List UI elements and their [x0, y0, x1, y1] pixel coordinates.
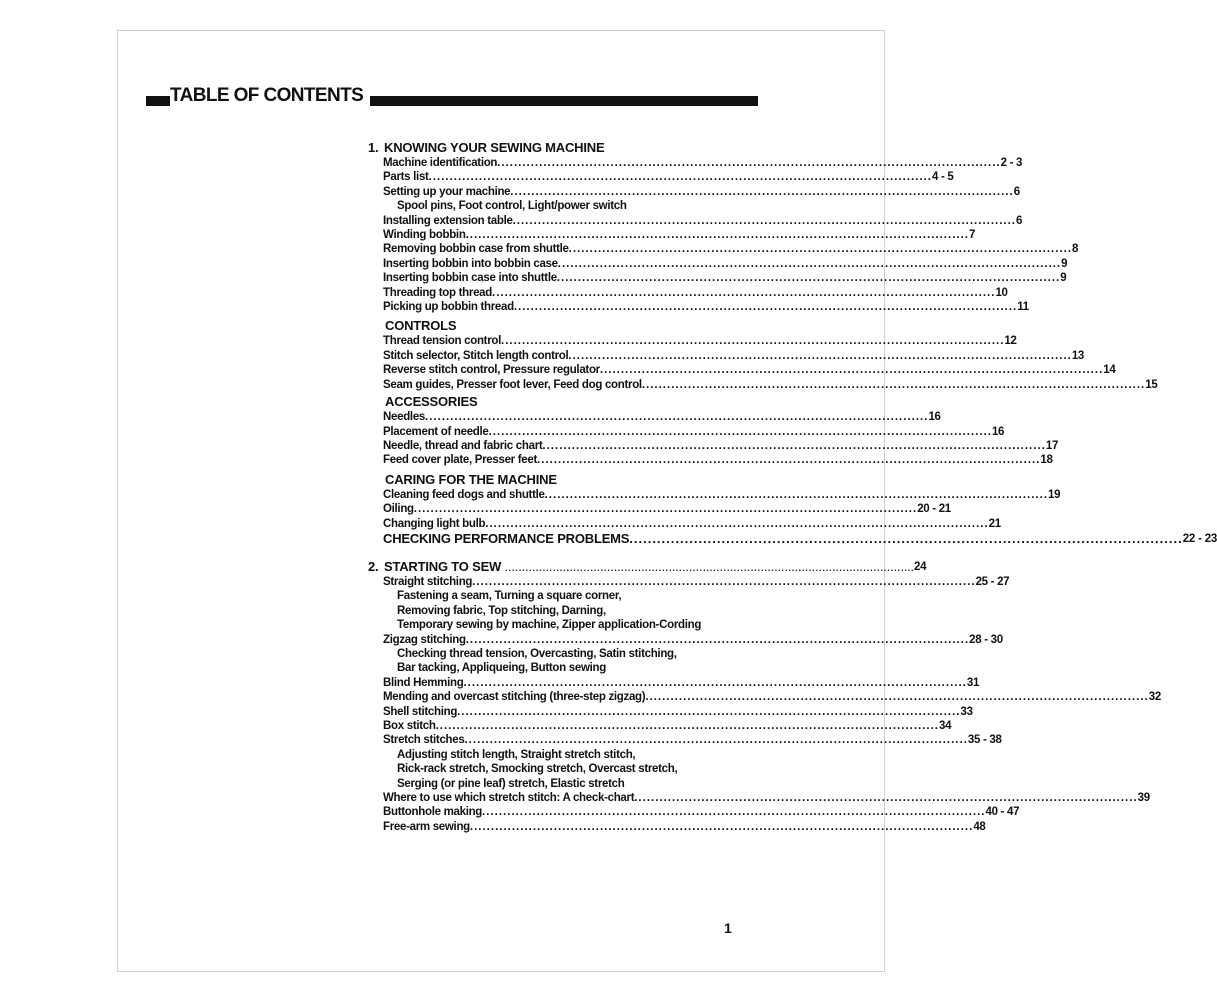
entry-page: 48 [973, 820, 986, 833]
entry-page: 40 - 47 [985, 806, 1020, 819]
entry-subtopics: Rick-rack stretch, Smocking stretch, Overcast stretch, [397, 763, 678, 776]
chapter-title: KNOWING YOUR SEWING MACHINE [384, 140, 605, 155]
entry-page: 12 [1004, 335, 1017, 348]
entry-page: 17 [1045, 439, 1059, 452]
toc-entry [383, 334, 1017, 348]
dot-leader: ........................................................................................................................ [501, 335, 1005, 348]
toc-entry [383, 214, 1023, 228]
entry-page: 20 - 21 [917, 503, 951, 516]
toc-entry [383, 185, 1020, 199]
toc-entry [383, 349, 1085, 363]
dot-leader: ........................................................................................................................ [557, 257, 1062, 270]
entry-label: Free-arm sewing [383, 820, 470, 833]
entry-page: 16 [928, 411, 941, 424]
dot-leader: ........................................................................................................................ [497, 157, 1001, 169]
dot-leader: ........................................................................................................................ [556, 272, 1061, 285]
toc-entry [383, 453, 1053, 467]
entry-subtopics: Removing fabric, Top stitching, Darning, [397, 604, 606, 617]
entry-page: 18 [1040, 454, 1053, 467]
dot-leader: ........................................................................................................................ [469, 820, 974, 833]
toc-entry [383, 488, 1061, 502]
entry-label: CHECKING PERFORMANCE PROBLEMS [383, 530, 630, 546]
chapter-heading [368, 558, 927, 575]
toc-entry [383, 257, 1068, 271]
header-rule-right [370, 96, 758, 106]
chapter-heading [368, 140, 735, 156]
toc-entry [383, 228, 976, 242]
entry-page: 9 [1060, 272, 1067, 285]
entry-page: 35 - 38 [967, 734, 1002, 747]
dot-leader: ........................................................................................................................ [513, 301, 1018, 314]
entry-subtopics: Bar tacking, Appliqueing, Button sewing [397, 662, 606, 675]
chapter-page: 24 [913, 560, 927, 573]
toc-entry [383, 242, 1079, 256]
entry-subtopics: Temporary sewing by machine, Zipper application-Cording [397, 619, 702, 632]
entry-page: 6 [1016, 214, 1023, 227]
dot-leader: ........................................................................................................................ [568, 349, 1072, 362]
entry-subtopics: Serging (or pine leaf) stretch, Elastic stretch [397, 777, 625, 790]
chapter-number: 1. [368, 140, 379, 155]
dot-leader: ........................................................................................................................ [472, 575, 976, 588]
entry-label: Stitch selector, Stitch length control [383, 349, 569, 362]
entry-label: Installing extension table [383, 214, 513, 227]
entry-page: 31 [966, 676, 980, 689]
toc-entry [383, 791, 1150, 805]
entry-label: Shell stitching [383, 705, 458, 718]
entry-label: Where to use which stretch stitch: A check-chart [383, 792, 635, 805]
dot-leader: ........................................................................................................................ [599, 364, 1104, 377]
entry-page: 39 [1137, 792, 1150, 805]
entry-subtopics: Spool pins, Foot control, Light/power switch [397, 200, 627, 213]
dot-leader: ........................................................................................................................ [464, 734, 968, 747]
entry-label: Threading top thread [383, 286, 493, 299]
entry-page: 16 [991, 425, 1005, 438]
dot-leader: ........................................................................................................................ [425, 411, 929, 424]
entry-page: 2 - 3 [1000, 157, 1023, 169]
toc-entry [383, 271, 1067, 285]
dot-leader: ........................................................................................................................ [544, 488, 1049, 501]
dot-leader: ........................................................................................................................ [482, 806, 986, 819]
entry-label: Changing light bulb [383, 517, 486, 530]
toc-entry [383, 820, 986, 834]
chapter-title: STARTING TO SEW [384, 558, 502, 574]
toc-entry [383, 286, 1008, 300]
entry-page: 28 - 30 [969, 633, 1003, 646]
dot-leader: ........................................................................................................................ [512, 214, 1017, 227]
entry-page: 4 - 5 [932, 171, 954, 184]
toc-entry [383, 300, 1029, 314]
dot-leader: ........................................................................................................................ [428, 171, 932, 184]
toc-entry [383, 517, 1001, 531]
entry-label: Inserting bobbin case into shuttle [383, 272, 557, 285]
entry-subtopics: Fastening a seam, Turning a square corner, [397, 590, 622, 603]
entry-label: Needles [383, 411, 426, 424]
entry-page: 21 [988, 517, 1001, 530]
dot-leader: ........................................................................................................................ [465, 633, 970, 646]
entry-label: Oiling [383, 503, 414, 516]
toc-entry [383, 633, 1003, 647]
entry-page: 11 [1017, 301, 1029, 314]
entry-page: 34 [939, 720, 952, 732]
entry-page: 19 [1048, 488, 1061, 501]
entry-label: Setting up your machine [383, 185, 511, 198]
dot-leader: ........................................................................................................................ [463, 676, 967, 689]
entry-label: Feed cover plate, Presser feet [383, 454, 537, 467]
section-heading-caring: CARING FOR THE MACHINE [385, 471, 557, 487]
entry-page: 7 [968, 229, 976, 242]
entry-page: 22 - 23 [1182, 532, 1217, 545]
entry-page: 6 [1013, 185, 1020, 198]
toc-entry [383, 502, 951, 516]
dot-leader: ........................................................................................................................ [492, 286, 996, 299]
entry-label: Machine identification [383, 157, 498, 169]
dot-leader: ........................................................................................................................ [537, 454, 1041, 467]
entry-label: Reverse stitch control, Pressure regulator [383, 364, 600, 377]
toc-entry [383, 363, 1116, 377]
entry-label: Zigzag stitching [383, 633, 466, 646]
entry-label: Cleaning feed dogs and shuttle [383, 488, 545, 501]
entry-label: Parts list [383, 171, 429, 184]
entry-label: Thread tension control [383, 335, 501, 348]
page-title: TABLE OF CONTENTS [170, 85, 364, 106]
toc-entry [383, 575, 1010, 589]
dot-leader: ........................................................................................................................ [457, 705, 961, 718]
entry-label: Placement of needle [383, 425, 489, 438]
dot-leader: ........................................................................................................................ [645, 691, 1149, 704]
dot-leader: ........................................................................................................................ [568, 243, 1073, 256]
toc-entry [383, 690, 1161, 704]
toc-entry [383, 378, 1158, 392]
section-heading-controls: CONTROLS [385, 318, 457, 334]
entry-label: Picking up bobbin thread [383, 301, 514, 314]
header-rule-left [146, 96, 170, 106]
toc-entry [383, 156, 1023, 170]
toc-list [368, 140, 1217, 834]
dot-leader: ........................................................................................................................ [634, 792, 1138, 805]
entry-label: Needle, thread and fabric chart [383, 439, 543, 452]
dot-leader: ........................................................................................................................ [629, 530, 1183, 546]
toc-header [146, 85, 758, 111]
entry-page: 10 [995, 286, 1008, 299]
page-number: 1 [724, 920, 732, 936]
toc-entry [383, 425, 1005, 439]
entry-page: 32 [1148, 691, 1161, 704]
dot-leader: ........................................................................................................................ [641, 378, 1146, 391]
toc-entry [383, 410, 941, 424]
entry-label: Removing bobbin case from shuttle [383, 243, 569, 256]
entry-label: Straight stitching [383, 575, 473, 588]
toc-entry [383, 705, 973, 719]
toc-entry [383, 439, 1059, 453]
entry-label: Buttonhole making [383, 806, 483, 819]
entry-label: Inserting bobbin into bobbin case [383, 257, 558, 270]
toc-entry [383, 733, 1002, 747]
toc-entry [383, 805, 1020, 819]
toc-entry [383, 676, 980, 690]
chapter-number: 2. [368, 558, 379, 574]
entry-label: Box stitch [383, 720, 436, 732]
dot-leader: ........................................................................................................................ [435, 720, 940, 732]
entry-page: 15 [1145, 378, 1158, 391]
dot-leader: ........................................................................................................................ [542, 439, 1046, 452]
dot-leader: ........................................................................................................................ [488, 425, 992, 438]
dot-leader: ........................................................................................................................ [413, 503, 918, 516]
section-heading-accessories: ACCESSORIES [385, 394, 478, 410]
entry-label: Mending and overcast stitching (three-step zigzag) [383, 691, 646, 704]
toc-entry [383, 719, 952, 733]
entry-page: 25 - 27 [975, 575, 1010, 588]
dot-leader: ........................................................................................................................ [465, 229, 969, 242]
dot-leader: ........................................................................................................................ [501, 558, 914, 574]
entry-page: 9 [1061, 257, 1068, 270]
entry-label: Winding bobbin [383, 229, 466, 242]
entry-label: Blind Hemming [383, 676, 464, 689]
entry-subtopics: Checking thread tension, Overcasting, Satin stitching, [397, 647, 677, 660]
toc-entry [383, 170, 954, 184]
entry-page: 13 [1071, 349, 1085, 362]
dot-leader: ........................................................................................................................ [485, 517, 989, 530]
entry-subtopics: Adjusting stitch length, Straight stretch stitch, [397, 748, 636, 761]
entry-page: 14 [1103, 364, 1116, 377]
entry-label: Stretch stitches [383, 734, 465, 747]
dot-leader: ........................................................................................................................ [510, 185, 1014, 198]
entry-page: 8 [1072, 243, 1079, 256]
toc-entry-performance [383, 530, 1217, 547]
entry-page: 33 [960, 705, 973, 718]
entry-label: Seam guides, Presser foot lever, Feed dog control [383, 378, 642, 391]
